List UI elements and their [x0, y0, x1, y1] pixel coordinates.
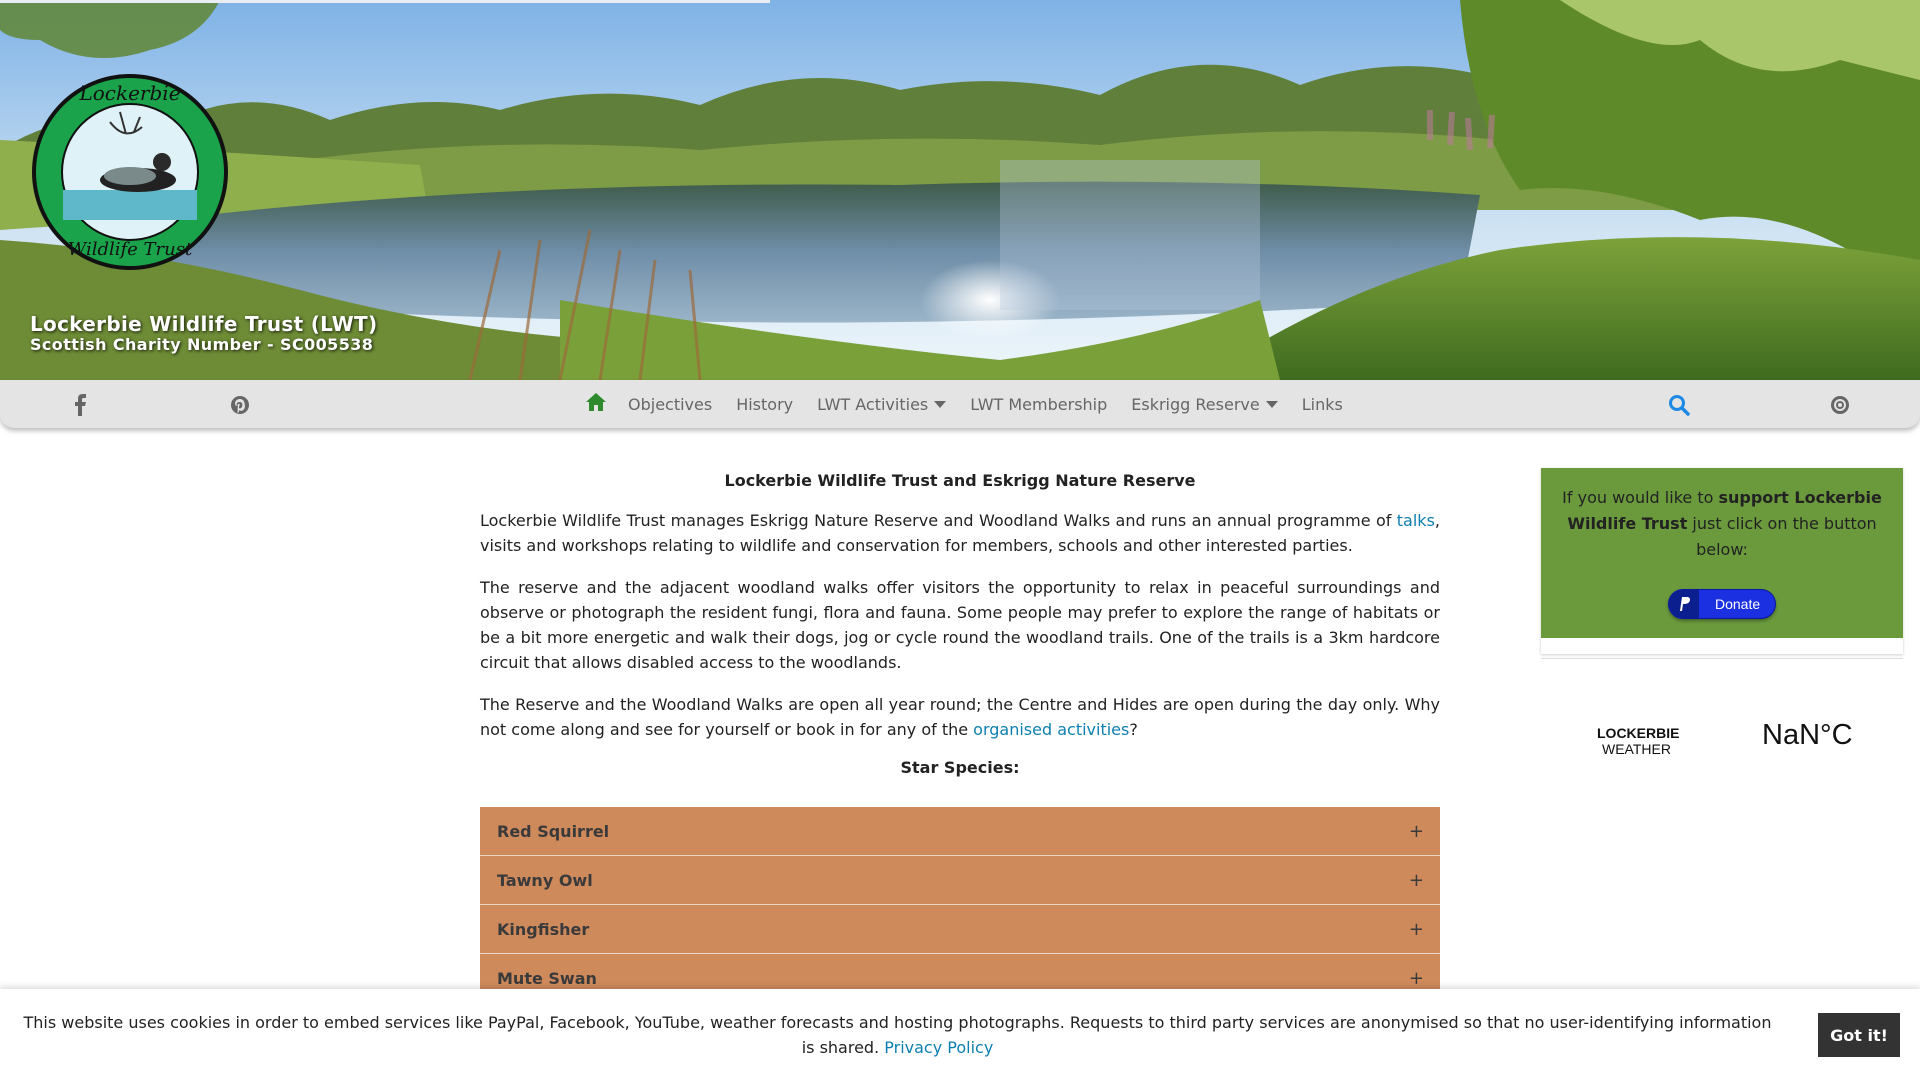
home-icon[interactable] [586, 393, 606, 415]
species-label: Kingfisher [497, 919, 590, 939]
intro-paragraph [480, 508, 1440, 558]
star-species-heading: Star Species: [900, 758, 1020, 777]
donate-panel [1541, 468, 1903, 654]
pinterest-icon[interactable] [228, 393, 252, 417]
nav-menu [586, 380, 1367, 428]
page-title: Lockerbie Wildlife Trust and Eskrigg Nature Reserve [724, 471, 1196, 490]
intro-text: Lockerbie Wildlife Trust manages Eskrigg Nature Reserve and Woodland Walks and runs an annual programme of [480, 511, 1397, 530]
privacy-policy-link[interactable]: Privacy Policy [884, 1038, 994, 1057]
nav-lwt-activities-label: LWT Activities [817, 394, 929, 414]
expand-icon: + [1408, 918, 1424, 940]
main-nav [0, 380, 1920, 428]
nav-links-label: Links [1301, 394, 1343, 414]
expand-icon: + [1408, 967, 1424, 989]
nav-eskrigg-reserve-label: Eskrigg Reserve [1131, 394, 1260, 414]
nav-history[interactable] [736, 395, 793, 414]
accordion-kingfisher[interactable] [480, 905, 1440, 954]
support-text-end: just click on the button below: [1687, 514, 1877, 559]
opening-paragraph [480, 692, 1440, 742]
support-text [1555, 485, 1889, 563]
accordion-tawny-owl[interactable] [480, 856, 1440, 905]
main-content [480, 468, 1440, 1003]
support-text-bold: support Lockerbie Wildlife Trust [1567, 488, 1882, 533]
nav-history-label: History [736, 394, 794, 414]
nav-lwt-membership[interactable] [970, 395, 1107, 414]
talks-link[interactable]: talks [1396, 511, 1435, 530]
cookie-banner [0, 989, 1920, 1080]
org-name: Lockerbie Wildlife Trust (LWT) [30, 312, 378, 336]
brand-block [30, 313, 377, 355]
opening-text-end: ? [1129, 720, 1138, 739]
reserve-paragraph: The reserve and the adjacent woodland walks offer visitors the opportunity to relax in peaceful surroundings and observe or photograph the resident fungi, flora and fauna. Some people may prefer to explore the range of habitats or be a bit more energetic and walk their dogs, jog or cycle round the woodland trails. One of the trails is a 3km hardcore circuit that allows disabled access to the woodlands. [480, 578, 1440, 672]
weather-widget[interactable] [1541, 659, 1903, 769]
intro-text-end: , visits and workshops relating to wildlife and conservation for members, schools and other interested parties. [480, 511, 1440, 555]
paypal-icon [1669, 590, 1699, 618]
species-label: Tawny Owl [497, 870, 593, 890]
search-icon[interactable] [1667, 393, 1691, 417]
paypal-donate-button[interactable] [1668, 589, 1776, 619]
logo-text-top: Lockerbie [79, 81, 181, 105]
charity-number: Scottish Charity Number - SC005538 [30, 335, 374, 354]
caret-down-icon [934, 401, 946, 408]
species-accordion [480, 807, 1440, 1003]
sidebar [1541, 468, 1903, 769]
cookie-message [20, 1010, 1775, 1060]
weather-temperature: NaN°C [1762, 719, 1853, 751]
nav-eskrigg-reserve[interactable] [1131, 395, 1277, 414]
species-label: Red Squirrel [497, 821, 610, 841]
support-text-start: If you would like to [1562, 488, 1719, 507]
nav-lwt-membership-label: LWT Membership [970, 394, 1108, 414]
caret-down-icon [1266, 401, 1278, 408]
organised-activities-link[interactable]: organised activities [973, 720, 1130, 739]
nav-lwt-activities[interactable] [817, 395, 946, 414]
cookie-text: This website uses cookies in order to embed services like PayPal, Facebook, YouTube, weather forecasts and hosting photographs. Requests to third party services are anonymised so that no user-identifying information is shared. [23, 1013, 1772, 1057]
opening-text: The Reserve and the Woodland Walks are open all year round; the Centre and Hides are open during the day only. Why not come along and see for yourself or book in for any of the [480, 695, 1440, 739]
nav-objectives-label: Objectives [628, 394, 713, 414]
weather-city: LOCKERBIE [1597, 725, 1680, 741]
donate-label: Donate [1715, 596, 1761, 612]
facebook-icon[interactable] [68, 393, 92, 417]
weather-label: WEATHER [1602, 741, 1671, 757]
logo-text-bottom: Wildlife Trust [67, 239, 193, 260]
nav-links[interactable] [1302, 395, 1343, 414]
user-circle-icon[interactable] [1828, 393, 1852, 417]
expand-icon: + [1408, 869, 1424, 891]
species-label: Mute Swan [497, 968, 597, 988]
loading-bar [0, 0, 770, 3]
lwt-logo[interactable] [30, 72, 230, 272]
header-banner [0, 0, 1920, 380]
expand-icon: + [1408, 820, 1424, 842]
cookie-accept-button[interactable]: Got it! [1818, 1013, 1900, 1057]
accordion-red-squirrel[interactable] [480, 807, 1440, 856]
nav-objectives[interactable] [628, 395, 712, 414]
